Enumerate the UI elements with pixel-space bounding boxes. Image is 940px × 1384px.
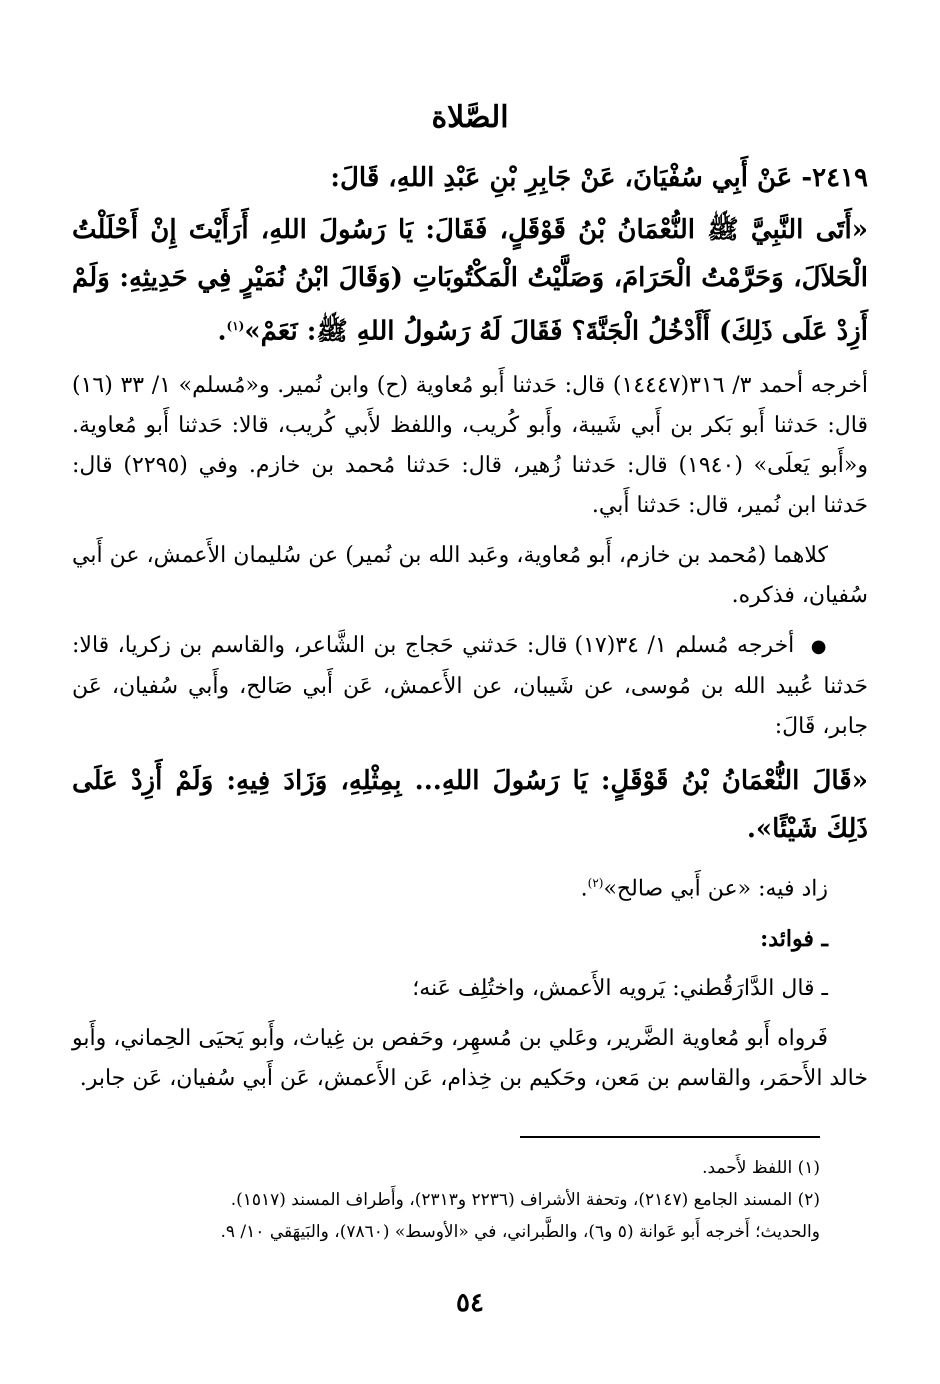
page-number: ٥٤ bbox=[456, 1288, 484, 1318]
takhrij-paragraph-5 bbox=[72, 863, 868, 909]
footnote-1: (١) اللفظ لأَحمد. bbox=[702, 1158, 820, 1178]
page-body bbox=[72, 100, 868, 1109]
footnote-divider bbox=[520, 1136, 820, 1138]
footnote-2: (٢) المسند الجامع (٢١٤٧)، وتحفة الأشراف (٢٢٣٦ و٢٣١٣)، وأَطراف المسند (١٥١٧). bbox=[230, 1190, 820, 1210]
hadith-matn: «أَتَى النَّبِيَّ ﷺ النُّعْمَانُ بْنُ قَوْقَلٍ، فَقَالَ: يَا رَسُولَ اللهِ، أَرَأَيْتَ إِنْ أَحْلَلْتُ الْحَلاَلَ، وَحَرَّمْتُ الْحَرَامَ، وَصَلَّيْتُ الْمَكْتُوبَاتِ (وَقَالَ ابْنُ نُمَيْرٍ فِي حَدِيثِهِ: وَلَمْ أَزِدْ عَلَى ذَلِكَ) أَأَدْخُلُ الْجَنَّةَ؟ فَقَالَ لَهُ رَسُولُ اللهِ ﷺ: نَعَمْ» bbox=[72, 215, 868, 347]
takhrij-paragraph-5-end: . bbox=[580, 875, 588, 901]
page-title: الصَّلاة bbox=[431, 100, 509, 135]
hadith-heading: ٢٤١٩- عَنْ أَبِي سُفْيَانَ، عَنْ جَابِرِ بْنِ عَبْدِ اللهِ، قَالَ: bbox=[330, 163, 868, 193]
takhrij-paragraph-2: كلاهما (مُحمد بن خازم، أَبو مُعاوية، وعَبد الله بن نُمير) عن سُليمان الأَعمش، عن أَبي سُفيان، فذكره. bbox=[72, 542, 868, 608]
footnotes bbox=[100, 1152, 820, 1248]
hadith-text: «أَتَى النَّبِيَّ ﷺ النُّعْمَانُ بْنُ قَوْقَلٍ، فَقَالَ: يَا رَسُولَ اللهِ، أَرَأَيْتَ إِنْ أَحْلَلْتُ الْحَلاَلَ، وَحَرَّمْتُ الْحَرَامَ، وَصَلَّيْتُ الْمَكْتُوبَاتِ (وَقَالَ ابْنُ نُمَيْرٍ فِي حَدِيثِهِ: وَلَمْ أَزِدْ عَلَى ذَلِكَ) أَأَدْخُلُ الْجَنَّةَ؟ فَقَالَ لَهُ رَسُولُ اللهِ ﷺ: نَعَمْ»$^{(١)}$. bbox=[72, 215, 868, 347]
fawaid-heading: ـ فوائد: bbox=[760, 925, 828, 952]
fawaid-paragraph-2: فَرواه أَبو مُعاوية الضَّرير، وعَلي بن مُسهِر، وحَفص بن غِياث، وأَبو يَحيَى الحِماني، وأَبو خالد الأَحمَر، والقاسم بن مَعن، وحَكيم بن خِذام، عَن الأَعمش، عَن أَبي سُفيان، عَن جابر. bbox=[72, 1025, 868, 1091]
bullet-icon: ● bbox=[810, 635, 828, 657]
takhrij-paragraph-5-text: زاد فيه: «عن أَبي صالح» bbox=[603, 875, 828, 901]
fawaid-paragraph-1: ـ قال الدَّارَقُطني: يَرويه الأَعمش، واختُلِف عَنه؛ bbox=[412, 975, 828, 1001]
takhrij-paragraph-1: أخرجه أحمد ٣/ ٣١٦(١٤٤٤٧) قال: حَدثنا أَبو مُعاوية (ح) وابن نُمير. و«مُسلم» ١/ ٣٣ (١٦) قال: حَدثنا أَبو بَكر بن أَبي شَيبة، وأَبو كُريب، واللفظ لأَبي كُريب، قالا: حَدثنا أَبو مُعاوية. و«أَبو يَعلَى» (١٩٤٠) قال: حَدثنا زُهير، قال: حَدثنا مُحمد بن خازم. وفي (٢٢٩٥) قال: حَدثنا ابن نُمير، قال: حَدثنا أَبي. bbox=[72, 372, 869, 518]
takhrij-paragraph-3 bbox=[72, 626, 868, 747]
footnote-2-continued: والحديث؛ أَخرجه أَبو عَوانة (٥ و٦)، والطَّبراني، في «الأوسط» (٧٨٦٠)، والبَيهَقي ١٠/ ٩. bbox=[220, 1222, 820, 1242]
footnote-ref-2[interactable]: (٢) bbox=[587, 875, 604, 890]
takhrij-paragraph-3-text: أخرجه مُسلم ١/ ٣٤(١٧) قال: حَدثني حَجاج بن الشَّاعر، والقاسم بن زكريا، قالا: حَدثنا عُبيد الله بن مُوسى، عن شَيبان، عن الأَعمش، عَن أَبي صَالح، وأَبي سُفيان، عَن جابر، قَالَ: bbox=[72, 632, 868, 739]
takhrij-matn: «قَالَ النُّعْمَانُ بْنُ قَوْقَلٍ: يَا رَسُولَ اللهِ... بِمِثْلِهِ، وَزَادَ فِيهِ: وَلَمْ أَزِدْ عَلَى ذَلِكَ شَيْئًا». bbox=[72, 765, 868, 844]
footnote-ref-1[interactable]: (١) bbox=[226, 319, 245, 333]
